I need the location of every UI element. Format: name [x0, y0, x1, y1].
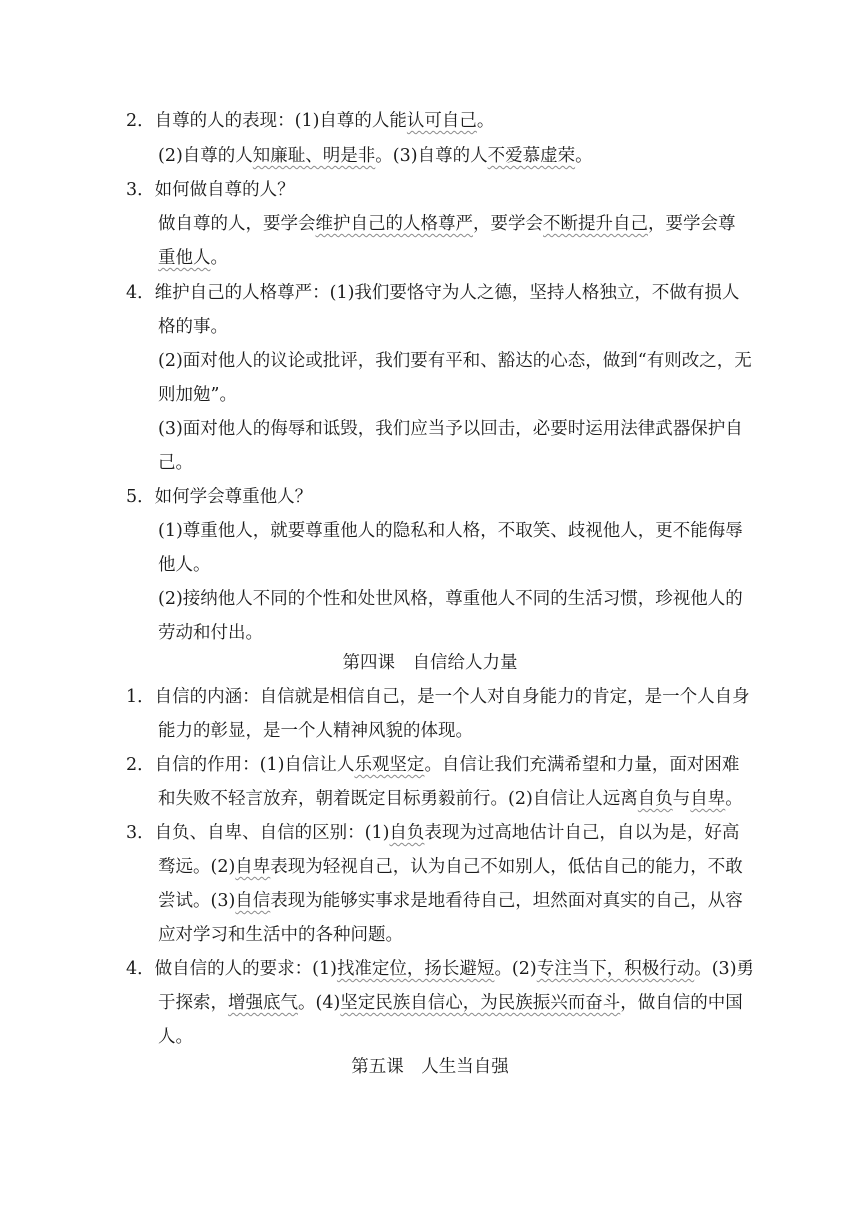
confidence-difference-line-4: 应对学习和生活中的各种问题。: [158, 925, 403, 945]
maintain-dignity-line-1: 4．维护自己的人格尊严：(1)我们要恪守为人之德，坚持人格独立，不做有损人: [126, 283, 740, 303]
respect-others-line-2: 他人。: [158, 555, 211, 575]
how-to-be-self-respecting-line-2: 重他人。: [158, 248, 228, 268]
key-phrase: 坚定民族自信心，为民族振兴而奋斗: [340, 993, 621, 1013]
lesson-4-heading: 第四课 自信给人力量: [342, 653, 518, 673]
confidence-meaning-line-2: 能力的彰显，是一个人精神风貌的体现。: [158, 721, 473, 741]
key-phrase: 不断提升自己: [543, 214, 648, 234]
confidence-role-line-1: 2．自信的作用：(1)自信让人乐观坚定。自信让我们充满希望和力量，面对困难: [126, 755, 740, 775]
key-phrase: 自信: [235, 891, 271, 911]
confidence-requirements-line-2: 于探索，增强底气。(4)坚定民族自信心，为民族振兴而奋斗，做自信的中国: [158, 993, 743, 1013]
maintain-dignity-line-4: 则加勉”。: [158, 385, 237, 405]
how-to-be-self-respecting-question: 3．如何做自尊的人？: [126, 180, 295, 200]
respect-others-line-4: 劳动和付出。: [158, 623, 263, 643]
key-phrase: 乐观坚定: [354, 755, 425, 775]
confidence-role-line-2: 和失败不轻言放弃，朝着既定目标勇毅前行。(2)自信让人远离自负与自卑。: [158, 789, 743, 809]
maintain-dignity-line-5: (3)面对他人的侮辱和诋毁，我们应当予以回击，必要时运用法律武器保护自: [158, 419, 743, 439]
respect-others-question: 5．如何学会尊重他人？: [126, 487, 313, 507]
confidence-requirements-line-3: 人。: [158, 1027, 193, 1047]
maintain-dignity-line-2: 格的事。: [158, 317, 228, 337]
key-phrase: 不爱慕虚荣: [487, 146, 576, 166]
key-phrase: 自负: [637, 789, 673, 809]
key-phrase: 重他人: [158, 248, 211, 268]
respect-others-line-3: (2)接纳他人不同的个性和处世风格，尊重他人不同的生活习惯，珍视他人的: [158, 589, 743, 609]
self-respect-manifestations-line-2: (2)自尊的人知廉耻、明是非。(3)自尊的人不爱慕虚荣。: [158, 146, 593, 166]
key-phrase: 自负: [389, 823, 425, 843]
confidence-difference-line-2: 骛远。(2)自卑表现为轻视自己，认为自己不如别人，低估自己的能力，不敢: [158, 857, 743, 877]
key-phrase: 增强底气: [228, 993, 298, 1013]
key-phrase: 专注当下，积极行动: [536, 959, 695, 979]
confidence-difference-line-3: 尝试。(3)自信表现为能够实事求是地看待自己，坦然面对真实的自己，从容: [158, 891, 743, 911]
confidence-requirements-line-1: 4．做自信的人的要求：(1)找准定位，扬长避短。(2)专注当下，积极行动。(3)勇: [126, 959, 755, 979]
key-phrase: 自卑: [690, 789, 726, 809]
key-phrase: 知廉耻、明是非: [252, 146, 376, 166]
key-phrase: 认可自己: [406, 111, 477, 131]
maintain-dignity-line-3: (2)面对他人的议论或批评，我们要有平和、豁达的心态，做到“有则改之，无: [158, 351, 752, 371]
confidence-meaning-line-1: 1．自信的内涵：自信就是相信自己，是一个人对自身能力的肯定，是一个人自身: [126, 687, 750, 707]
confidence-difference-line-1: 3．自负、自卑、自信的区别：(1)自负表现为过高地估计自己，自以为是，好高: [126, 823, 740, 843]
maintain-dignity-line-6: 己。: [158, 453, 193, 473]
lesson-5-heading: 第五课 人生当自强: [351, 1057, 509, 1077]
key-phrase: 维护自己的人格尊严: [315, 214, 473, 234]
key-phrase: 自卑: [235, 857, 271, 877]
key-phrase: 找准定位，扬长避短: [336, 959, 495, 979]
respect-others-line-1: (1)尊重他人，就要尊重他人的隐私和人格，不取笑、歧视他人，更不能侮辱: [158, 521, 743, 541]
how-to-be-self-respecting-line-1: 做自尊的人，要学会维护自己的人格尊严，要学会不断提升自己，要学会尊: [158, 214, 736, 234]
self-respect-manifestations-line-1: 2．自尊的人的表现：(1)自尊的人能认可自己。: [126, 111, 495, 131]
